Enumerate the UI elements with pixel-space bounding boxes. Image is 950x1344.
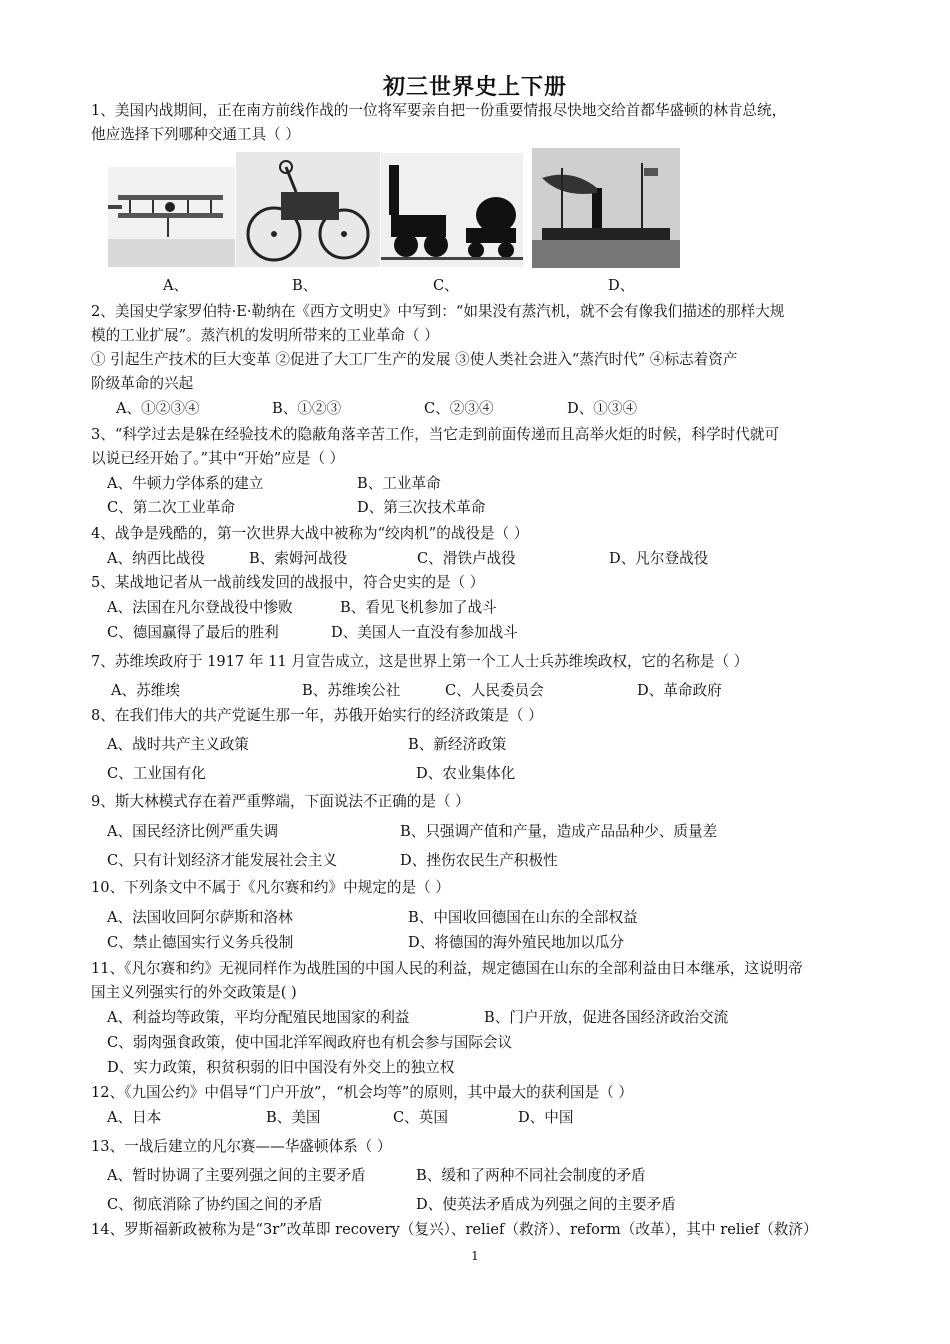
question-10-option-b[interactable]: B、中国收回德国在山东的全部权益: [408, 909, 638, 926]
question-12-option-b[interactable]: B、美国: [266, 1109, 321, 1126]
question-9-text: 9、斯大林模式存在着严重弊端，下面说法不正确的是（ ）: [91, 793, 470, 810]
page-title: 初三世界史上下册: [382, 75, 567, 100]
question-13-option-d[interactable]: D、使英法矛盾成为列强之间的主要矛盾: [416, 1196, 676, 1213]
question-4-option-b[interactable]: B、索姆河战役: [249, 550, 348, 567]
question-12-option-c[interactable]: C、英国: [393, 1109, 448, 1126]
steam-locomotive-icon: [381, 153, 523, 267]
question-5-option-b[interactable]: B、看见飞机参加了战斗: [340, 599, 497, 616]
question-11-text-line-2: 国主义列强实行的外交政策是( ): [91, 984, 297, 1001]
page-number: 1: [471, 1249, 479, 1263]
question-9-option-d[interactable]: D、挫伤农民生产积极性: [400, 852, 558, 869]
question-3-option-c[interactable]: C、第二次工业革命: [107, 499, 235, 516]
question-2-text-line-3: ① 引起生产技术的巨大变革 ②促进了大工厂生产的发展 ③使人类社会进入“蒸汽时代” ④标志着资产: [91, 351, 738, 368]
question-11-text-line-1: 11、《凡尔赛和约》无视同样作为战胜国的中国人民的利益，规定德国在山东的全部利益由日本继承，这说明帝: [91, 960, 803, 977]
question-7-text: 7、苏维埃政府于 1917 年 11 月宣告成立，这是世界上第一个工人士兵苏维埃政权，它的名称是（ ）: [91, 653, 749, 670]
question-1-option-a[interactable]: A、: [163, 277, 189, 294]
question-7-option-d[interactable]: D、革命政府: [637, 682, 722, 699]
question-3-text-line-2: 以说已经开始了。”其中“开始”应是（ ）: [91, 450, 345, 467]
question-8-option-b[interactable]: B、新经济政策: [408, 736, 507, 753]
question-2-option-b[interactable]: B、①②③: [272, 400, 342, 417]
question-9-option-b[interactable]: B、只强调产值和产量，造成产品品种少、质量差: [400, 823, 718, 840]
question-8-option-d[interactable]: D、农业集体化: [416, 765, 516, 782]
question-8-option-c[interactable]: C、工业国有化: [107, 765, 206, 782]
question-2-option-d[interactable]: D、①③④: [567, 400, 638, 417]
steamship-icon: [532, 148, 680, 268]
question-3-option-a[interactable]: A、牛顿力学体系的建立: [107, 475, 264, 492]
question-8-option-a[interactable]: A、战时共产主义政策: [107, 736, 249, 753]
question-10-option-a[interactable]: A、法国收回阿尔萨斯和洛林: [107, 909, 293, 926]
question-4-option-d[interactable]: D、凡尔登战役: [609, 550, 709, 567]
question-2-option-a[interactable]: A、①②③④: [116, 400, 200, 417]
question-9-option-c[interactable]: C、只有计划经济才能发展社会主义: [107, 852, 338, 869]
question-3-option-d[interactable]: D、第三次技术革命: [357, 499, 486, 516]
question-3-option-b[interactable]: B、工业革命: [357, 475, 441, 492]
question-12-text: 12、《九国公约》中倡导“门户开放”，“机会均等”的原则，其中最大的获利国是（ ）: [91, 1084, 633, 1101]
question-2-text-line-1: 2、美国史学家罗伯特·E·勒纳在《西方文明史》中写到：“如果没有蒸汽机，就不会有像我们描述的那样大规: [91, 303, 785, 320]
question-5-text: 5、某战地记者从一战前线发回的战报中，符合史实的是（ ）: [91, 574, 485, 591]
question-7-option-a[interactable]: A、苏维埃: [111, 682, 180, 699]
question-2-option-c[interactable]: C、②③④: [424, 400, 494, 417]
airplane-icon: [108, 167, 235, 267]
question-8-text: 8、在我们伟大的共产党诞生那一年，苏俄开始实行的经济政策是（ ）: [91, 707, 543, 724]
question-10-text: 10、下列条文中不属于《凡尔赛和约》中规定的是（ ）: [91, 879, 450, 896]
question-2-text-line-2: 模的工业扩展”。蒸汽机的发明所带来的工业革命（ ）: [91, 327, 439, 344]
question-5-option-d[interactable]: D、美国人一直没有参加战斗: [331, 624, 518, 641]
question-10-option-c[interactable]: C、禁止德国实行义务兵役制: [107, 934, 294, 951]
question-1-option-b[interactable]: B、: [292, 277, 318, 294]
question-11-option-b[interactable]: B、门户开放，促进各国经济政治交流: [484, 1009, 729, 1026]
question-13-option-a[interactable]: A、暂时协调了主要列强之间的主要矛盾: [107, 1167, 366, 1184]
question-10-option-d[interactable]: D、将德国的海外殖民地加以瓜分: [408, 934, 625, 951]
question-14-text: 14、罗斯福新政被称为是“3r”改革即 recovery（复兴）、relief（救济）、reform（改革），其中 relief（救济）: [91, 1221, 818, 1238]
question-1-text-line-1: 1、美国内战期间，正在南方前线作战的一位将军要亲自把一份重要情报尽快地交给首都华盛顿的林肯总统，: [91, 102, 787, 119]
question-5-option-a[interactable]: A、法国在凡尔登战役中惨败: [107, 599, 293, 616]
question-7-option-b[interactable]: B、苏维埃公社: [302, 682, 401, 699]
question-4-text: 4、战争是残酷的，第一次世界大战中被称为“绞肉机”的战役是（ ）: [91, 525, 529, 542]
question-12-option-a[interactable]: A、日本: [107, 1109, 162, 1126]
question-1-text-line-2: 他应选择下列哪种交通工具（ ）: [91, 126, 300, 143]
question-13-text: 13、一战后建立的凡尔赛——华盛顿体系（ ）: [91, 1138, 392, 1155]
early-automobile-icon: [236, 152, 380, 267]
question-1-option-d[interactable]: D、: [608, 277, 635, 294]
question-11-option-a[interactable]: A、利益均等政策，平均分配殖民地国家的利益: [107, 1009, 410, 1026]
question-12-option-d[interactable]: D、中国: [518, 1109, 574, 1126]
question-7-option-c[interactable]: C、人民委员会: [445, 682, 544, 699]
question-13-option-c[interactable]: C、彻底消除了协约国之间的矛盾: [107, 1196, 323, 1213]
question-5-option-c[interactable]: C、德国赢得了最后的胜利: [107, 624, 279, 641]
question-11-option-c[interactable]: C、弱肉强食政策，使中国北洋军阀政府也有机会参与国际会议: [107, 1034, 513, 1051]
question-9-option-a[interactable]: A、国民经济比例严重失调: [107, 823, 279, 840]
question-4-option-a[interactable]: A、纳西比战役: [107, 550, 206, 567]
question-1-option-c[interactable]: C、: [433, 277, 459, 294]
question-13-option-b[interactable]: B、缓和了两种不同社会制度的矛盾: [416, 1167, 646, 1184]
question-11-option-d[interactable]: D、实力政策，积贫积弱的旧中国没有外交上的独立权: [107, 1059, 455, 1076]
question-4-option-c[interactable]: C、滑铁卢战役: [417, 550, 516, 567]
question-2-text-line-4: 阶级革命的兴起: [91, 375, 194, 392]
question-3-text-line-1: 3、“科学过去是躲在经验技术的隐蔽角落辛苦工作，当它走到前面传递而且高举火炬的时候，科学时代就可: [91, 426, 780, 443]
